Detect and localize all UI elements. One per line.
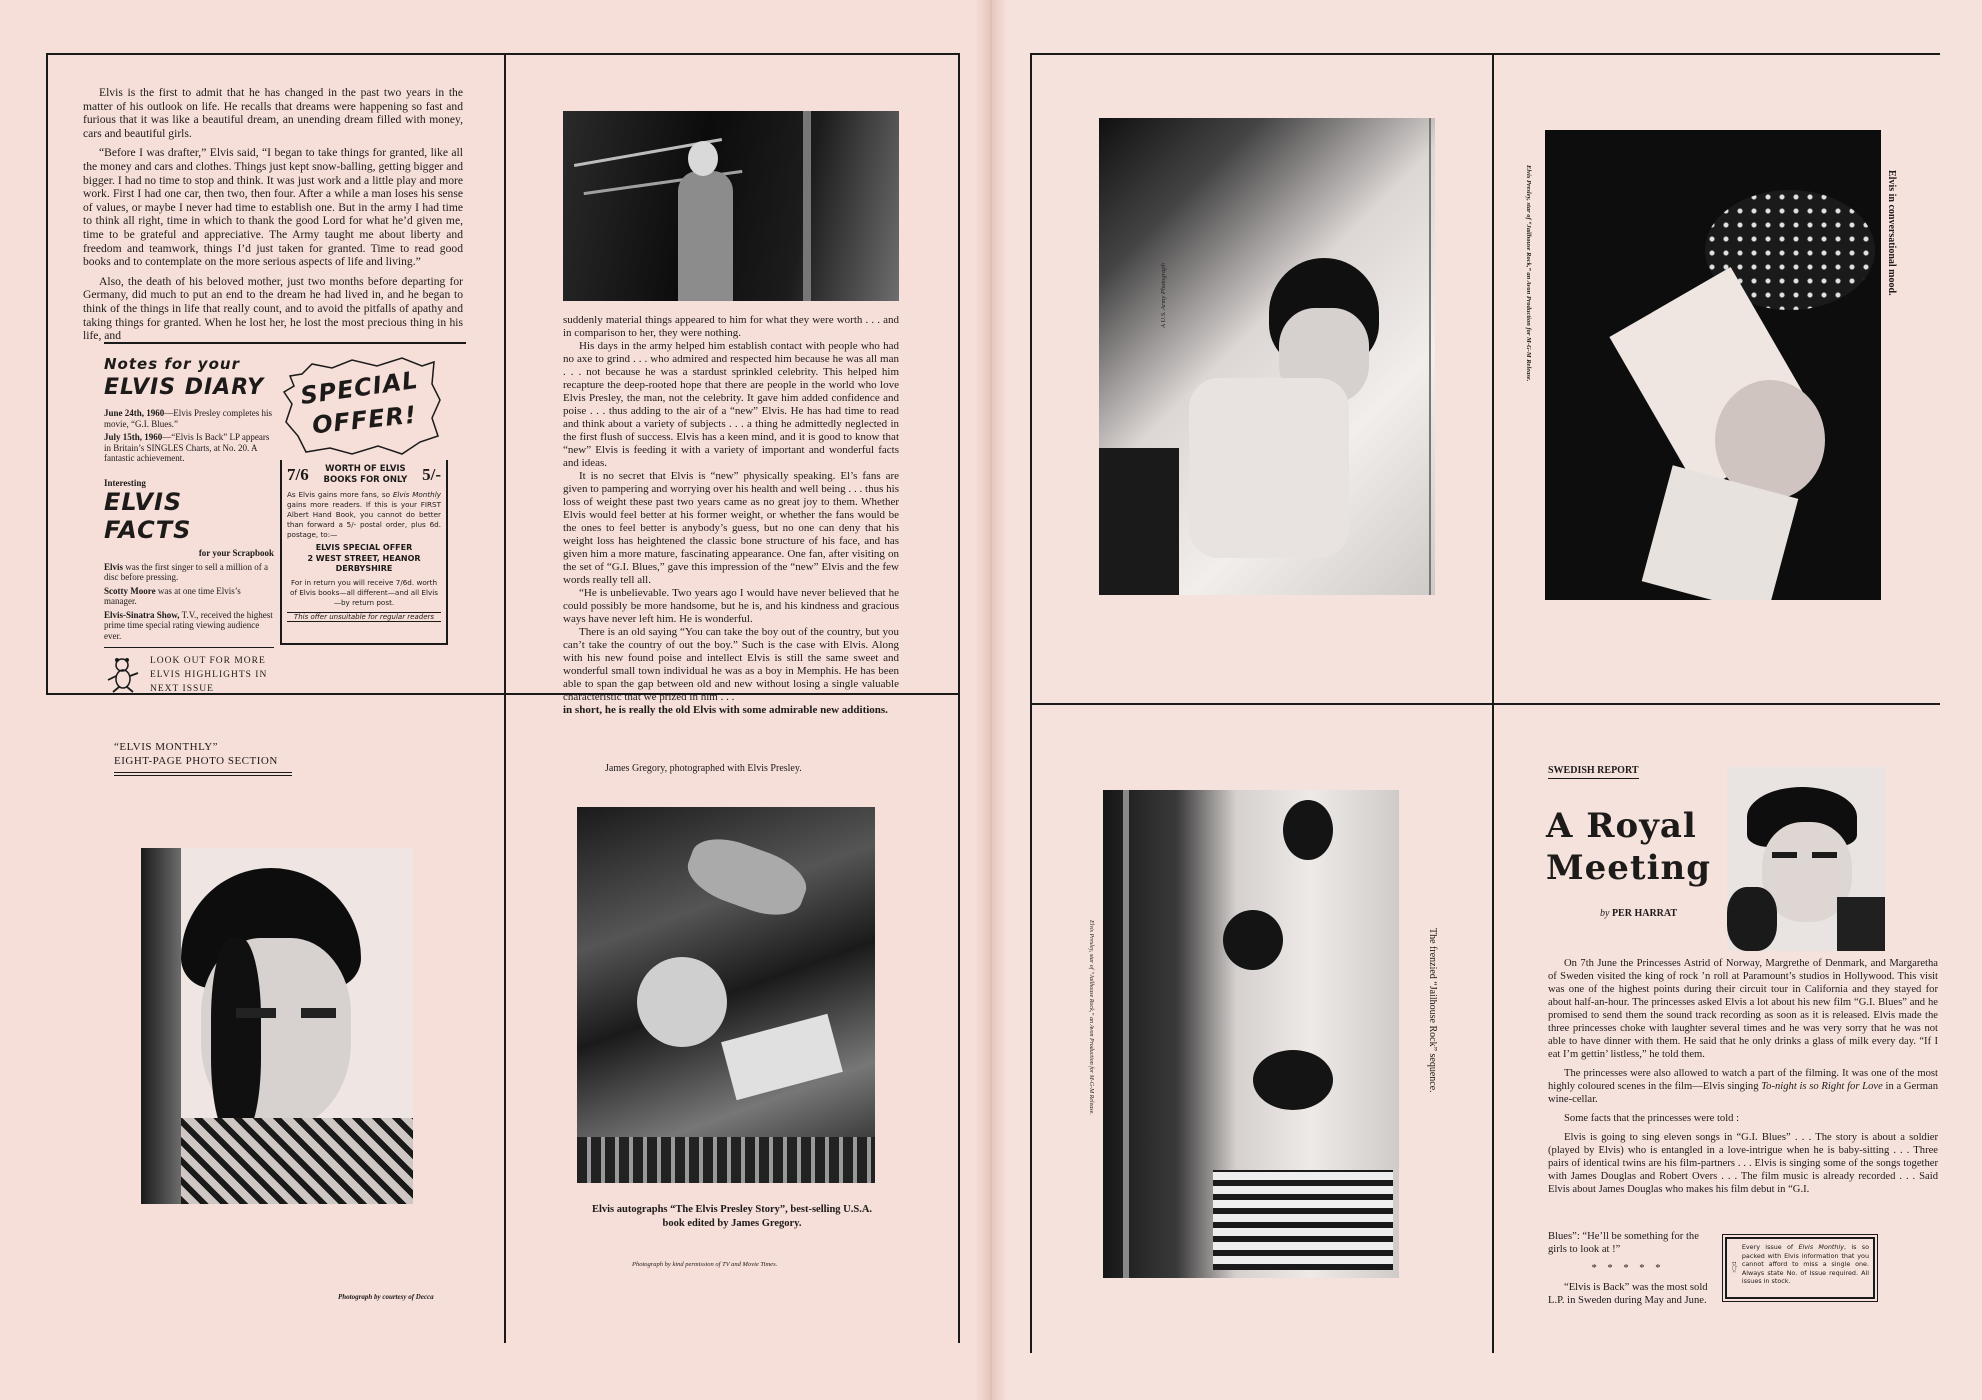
photo-section-heading — [114, 740, 314, 776]
back-issues-text: Every issue of Elvis Monthly, is so packed with Elvis information that you cannot afford to miss a single one. Always state No. of Issue required. All issues in stock. — [1741, 1243, 1869, 1285]
offer-burst-line1: SPECIAL — [298, 365, 421, 411]
rule-right-gutter — [1030, 53, 1032, 1353]
diary-section — [104, 355, 274, 696]
rule-top-right — [1030, 53, 1940, 55]
rule-left-gutter — [958, 53, 960, 1343]
rule-left-outer — [46, 53, 48, 693]
page4-header: James Gregory, photographed with Elvis Presley. — [605, 763, 802, 774]
fact-item: Elvis was the first singer to sell a million of a disc before pressing. — [104, 561, 268, 582]
rule-right-center — [1492, 53, 1494, 1353]
page1-paragraph: Elvis is the first to admit that he has changed in the past two years in the matter of his outlook on life. He recalls that dreams were happening so fast and furious that it was like a beautiful dream, an unending dream filled with money, cars and beautiful girls. — [83, 86, 463, 140]
stars-divider: * * * * * — [1591, 1263, 1665, 1274]
section-line1: “ELVIS MONTHLY” — [114, 741, 219, 753]
conversational-mood-photo — [1545, 130, 1881, 600]
page4-photo-credit: Photograph by kind permission of TV and Movie Times. — [632, 1261, 778, 1268]
offer-footnote: This offer unsuitable for regular readers — [287, 612, 441, 622]
fact-item: Elvis-Sinatra Show, T.V., received the highest prime time special rating viewing audience ever. — [104, 609, 273, 641]
page8-paragraph: The princesses were also allowed to watch a part of the filming. It was one of the most highly coloured scenes in the film—Elvis singing To-night is so Right for Love in a German wine-cellar. — [1548, 1068, 1939, 1105]
page3-photo-credit: Photograph by courtesy of Decca — [338, 1293, 434, 1301]
page8-paragraph: Some facts that the princesses were told : — [1564, 1113, 1740, 1124]
page6-caption: Elvis in conversational mood. — [1886, 170, 1897, 296]
elvis-portrait-photo — [141, 848, 413, 1204]
offer-return: For in return you will receive 7/6d. worth of Elvis books—all different—and all Elvis—by return post. — [290, 577, 438, 607]
page2-article — [563, 314, 899, 717]
diary-kicker: Notes for your — [104, 355, 240, 373]
page1-paragraph: “Before I was drafter,” Elvis said, “I began to take things for granted, like all the money and cars and clothes. Things just kept snow-balling, getting bigger and bigger. I had no time to stop and think. It was just work and a little play and more work. First I had one car, then two, then four. After a while a man loses his sense of values, or maybe I never had time to establish one. But in the army I had time to think all right, time in which to thank the good Lord for what he’d given me, time to be grateful and appreciative. The Army taught me about liberty and freedom and teamwork, things I’d just taken for granted. Time to read good books and to contemplate on the more serious aspects of life and living.” — [83, 146, 463, 269]
page2-closing: in short, he is really the old Elvis with some admirable new additions. — [563, 704, 888, 716]
page4-caption: Elvis autographs “The Elvis Presley Story”, best-selling U.S.A. book edited by James Gregory. — [591, 1204, 873, 1229]
section-line2: EIGHT-PAGE PHOTO SECTION — [114, 755, 278, 767]
back-issues-box — [1725, 1237, 1875, 1299]
rule-mid-right — [1030, 703, 1940, 705]
rule-top-left — [46, 53, 960, 55]
elvis-smiling-photo — [1727, 767, 1885, 951]
james-gregory-elvis-photo — [577, 807, 875, 1183]
facts-title: ELVIS FACTS — [104, 487, 192, 544]
diary-entry: June 24th, 1960—Elvis Presley completes his movie, “G.I. Blues.” — [104, 408, 273, 429]
page2-paragraph: There is an old saying “You can take the boy out of the country, but you can’t take the country of out the boy.” Such is the case with Elvis. Along with his new found poise and intellect Elvis is still the same sweet and wonderful small town individual he was as a boy in Memphis. He has been able to span the gap between old and new without losing a single valuable characteristic that we prized in him . . . — [563, 626, 899, 703]
offer-burst-line2: OFFER! — [310, 400, 419, 440]
page6-photo-credit: Elvis Presley, star of “Jailhouse Rock,” an Avon Production for M-G-M Release. — [1525, 165, 1532, 382]
elvis-piano-photo — [563, 111, 899, 301]
page5-photo-credit: A U.S. Army Photograph — [1160, 263, 1167, 328]
lookout-notice: LOOK OUT FOR MORE ELVIS HIGHLIGHTS IN NEXT ISSUE — [150, 656, 268, 694]
rule-left-center — [504, 53, 506, 1343]
page2-paragraph: suddenly material things appeared to him for what they were worth . . . and in comparison to her, they were nothing. — [563, 314, 899, 339]
jailhouse-rock-photo — [1103, 790, 1399, 1278]
page1-paragraph: Also, the death of his beloved mother, just two months before departing for Germany, did much to put an end to the dream he had lived in, and he began to think of the things in life that really count, and to avoid the pitfalls of apathy and taking things for granted. When he lost her, he lost the most precious thing in his life, and — [83, 274, 463, 343]
teddy-bear-icon — [104, 656, 144, 694]
teddy-bear-icon — [1731, 1243, 1738, 1291]
army-photo — [1099, 118, 1435, 595]
page8-para4-end: Blues”: “He’ll be something for the girls to look at !” — [1548, 1231, 1699, 1255]
title-line2: Meeting — [1546, 848, 1712, 888]
diary-entry: July 15th, 1960—“Elvis Is Back” LP appears in Britain’s SINGLES Charts, at No. 20. A fantastic achievement. — [104, 432, 270, 463]
article-title — [1546, 805, 1711, 889]
page8-left-column — [1548, 1230, 1708, 1307]
offer-old-price: 7/6 — [287, 465, 309, 484]
title-line1: A Royal — [1546, 806, 1697, 846]
facts-kicker: Interesting — [104, 477, 146, 488]
page2-paragraph: “He is unbelievable. Two years ago I would have never believed that he could possibly be more handsome, but he is, and his kindness and gracious ways have never left him. He is wonderful. — [563, 587, 899, 625]
page8-article — [1548, 957, 1938, 1196]
page8-paragraph: On 7th June the Princesses Astrid of Norway, Margrethe of Denmark, and Margaretha of Sweden visited the king of rock ’n roll at Paramount’s studios in Hollywood. This visit was one of the highest points during their circuit tour in California and they stayed for about half-an-hour. The princesses asked Elvis a lot about his new film “G.I. Blues” and he promised to send them the sound track recording as soon as it is released. Elvis made the three princesses choke with laughter several times and he was very sorry that he was not able to have dinner with them. He said that he only drinks a glass of milk every day. “If I eat I’m gettin’ listless,” he told them. — [1548, 958, 1938, 1060]
facts-subtitle: for your Scrapbook — [198, 547, 274, 558]
special-offer-burst — [282, 356, 442, 456]
page8-paragraph: Elvis is going to sing eleven songs in “G.I. Blues” . . . The story is about a soldier (played by Elvis) who is entangled in a love-intrigue when he is baby-sitting . . . Three pairs of identical twins are his film-partners . . . Elvis is singing some of the songs together with James Douglas and Robert Overs . . . The film music is already recorded . . . Said Elvis about James Douglas who makes his film debut in “G.I. — [1548, 1132, 1938, 1195]
page7-caption: The frenzied “Jailhouse Rock” sequence. — [1427, 928, 1438, 1093]
fact-item: Scotty Moore was at one time Elvis’s manager. — [104, 585, 241, 606]
page8-closing: “Elvis is Back” was the most sold L.P. in Sweden during May and June. — [1548, 1282, 1708, 1306]
diary-title: ELVIS DIARY — [104, 375, 265, 400]
byline: by PER HARRAT — [1600, 908, 1678, 919]
page7-photo-credit: Elvis Presley, star of “Jailhouse Rock,” an Avon Production for M-G-M Release. — [1088, 920, 1094, 1115]
offer-body: As Elvis gains more fans, so Elvis Monthly gains more readers. If this is your FIRST Albert Hand Book, you cannot do better than forward a 5/- postal order, plus 6d. postage, to:— — [287, 490, 441, 539]
special-offer-box — [280, 460, 448, 645]
offer-address: ELVIS SPECIAL OFFER 2 WEST STREET, HEANOR DERBYSHIRE — [307, 543, 421, 573]
page1-divider — [104, 342, 466, 344]
swedish-report-kicker: SWEDISH REPORT — [1548, 765, 1639, 779]
offer-headline: WORTH OF ELVIS BOOKS FOR ONLY — [323, 464, 408, 485]
page1-article — [83, 86, 463, 349]
offer-new-price: 5/- — [422, 465, 441, 484]
page2-paragraph: His days in the army helped him establish contact with people who had no axe to grind . . . who admired and respected him because he was all man . . . not because he was a stardust sprinkled celebrity. This helped him recapture the deep-rooted hope that there are people in the world who love Elvis Presley, the man, not the celebrity. It gave him added confidence and poise . . . thus adding to the air of a “new” Elvis. He has had time to read and think about a variety of subjects . . . a thing he admittedly neglected in the first flush of success. Elvis has a keen mind, and it is good to know that “new” Elvis is feeding it with a variety of important and wonderful facts and ideas. — [563, 340, 899, 469]
page2-paragraph: It is no secret that Elvis is “new” physically speaking. El’s fans are given to pampering and worrying over his health and well being . . . thus his loss of weight these past two years came as no great joy to them. Whether Elvis would feel better at his former weight, or whether the fans would be the ones to feel better is anybody’s guess, but no one can deny that his weight loss has heightened the classic bone structure of his face, and has given him a more mature, fascinating appearance. One fan, after visiting on the set of “G.I. Blues,” gave this impression of the “new” Elvis and the few words really tell all. — [563, 470, 899, 586]
gutter — [975, 0, 1007, 1400]
